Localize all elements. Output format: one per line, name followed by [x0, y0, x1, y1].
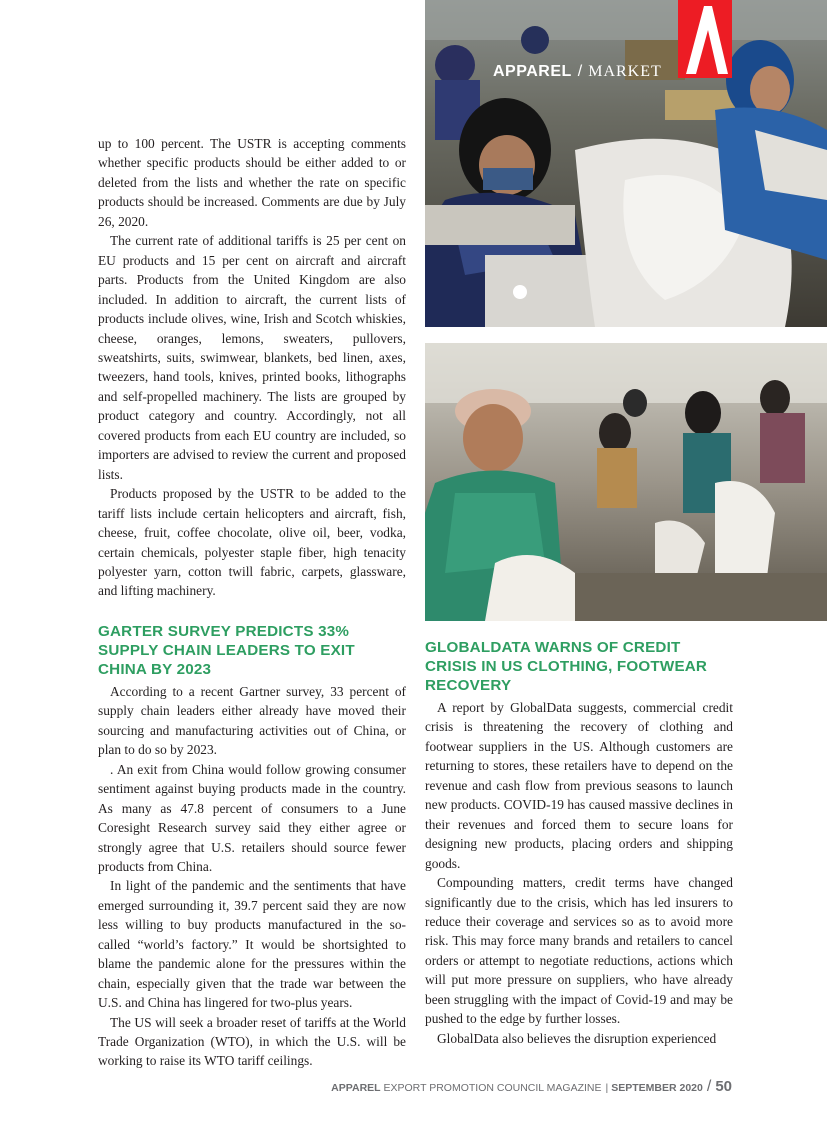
article-headline-globaldata: GLOBALDATA WARNS OF CREDIT CRISIS IN US CLOTHING, FOOTWEAR RECOVERY: [425, 639, 708, 694]
paragraph: GlobalData also believes the disruption experienced: [437, 1030, 717, 1046]
paragraph: The current rate of additional tariffs is 25 per cent on EU products and 15 per cent on aircraft and aircraft parts. Products from the United Kingdom are also included. In addition to aircraft, the current lists of products include olives, wine, Irish and Scotch whiskies, cheese, oranges, lemons, sweaters, pullovers, sweatshirts, suits, swimwear, blankets, bed linen, axes, tweezers, hand tools, knives, printed books, lithographs and self-propelled machinery. The lists are grouped by product category and country. Accordingly, not all covered products from each EU country are included, so importers are advised to review the current and proposed lists.: [98, 233, 406, 482]
page-number: 50: [715, 1078, 732, 1095]
footer-magazine: EXPORT PROMOTION COUNCIL MAGAZINE: [383, 1082, 602, 1094]
footer-separator: |: [605, 1082, 609, 1094]
paragraph: Compounding matters, credit terms have changed significantly due to the crisis, which has led insurers to reduce their coverage and services so as to avoid more risk. This may force many brands and retailers to cancel orders or attempt to negotiate reductions, actions which will put more pressure on suppliers, who have already been struggling with the impact of Covid-19 and may be pushed to the edge by further losses.: [425, 875, 733, 1027]
paragraph: In light of the pandemic and the sentiments that have emerged surrounding it, 39.7 percent said they are now less willing to buy products manufactured in the so-called “world’s factory.” It would be shortsighted to blame the pandemic alone for the pressures within the chain, especially given that the trade war between the U.S. and China has lingered for two-plus years.: [98, 878, 406, 1011]
section-label: [493, 61, 662, 83]
footer-issue: SEPTEMBER 2020: [611, 1082, 703, 1094]
article-headline-gartner: GARTER SURVEY PREDICTS 33% SUPPLY CHAIN LEADERS TO EXIT CHINA BY 2023: [98, 622, 355, 678]
magazine-logo: [678, 0, 732, 78]
paragraph: up to 100 percent. The USTR is accepting comments whether specific products should be either added to or deleted from the lists and whether the rate on specific products should be increased. Comments are due by July 26, 2020.: [98, 136, 406, 229]
factory-workers-photo: [425, 0, 827, 327]
paragraph: According to a recent Gartner survey, 33 percent of supply chain leaders either already have moved their sourcing and manufacturing activities out of China, or plan to do so by 2023.: [98, 683, 406, 758]
paragraph: The US will seek a broader reset of tariffs at the World Trade Organization (WTO), in which the U.S. will be working to raise its WTO tariff ceilings.: [98, 1014, 406, 1069]
page-footer: [331, 1077, 732, 1098]
footer-slash: /: [706, 1078, 712, 1095]
subsection-name: MARKET: [588, 63, 662, 80]
article-column-right: [425, 638, 733, 1048]
paragraph: Products proposed by the USTR to be added to the tariff lists include certain helicopters and aircraft, fish, cheese, fruit, coffee chocolate, olive oil, beer, vodka, certain chemicals, polyester staple fiber, high tenacity polyester yarn, cotton twill fabric, carpets, glassware, and lifting machinery.: [98, 486, 406, 599]
sewing-line-photo: [425, 343, 827, 621]
article-column-left: [98, 134, 406, 1071]
section-name: APPAREL: [493, 63, 572, 80]
footer-brand: APPAREL: [331, 1082, 381, 1094]
section-separator: /: [577, 63, 583, 80]
paragraph: A report by GlobalData suggests, commercial credit crisis is threatening the recovery of clothing and footwear suppliers in the US. Although customers are returning to stores, these retailers have to depend on the revenue and cash flow from previous seasons to launch new products. COVID-19 has caused massive declines in their revenues and forced them to secure loans for designing new products, placing orders and shipping goods.: [425, 700, 733, 871]
paragraph: . An exit from China would follow growing consumer sentiment against buying products made in the country. As many as 47.8 percent of consumers to a June Coresight Research survey said they either agree or strongly agree that U.S. retailers should source fewer products from China.: [98, 761, 406, 874]
